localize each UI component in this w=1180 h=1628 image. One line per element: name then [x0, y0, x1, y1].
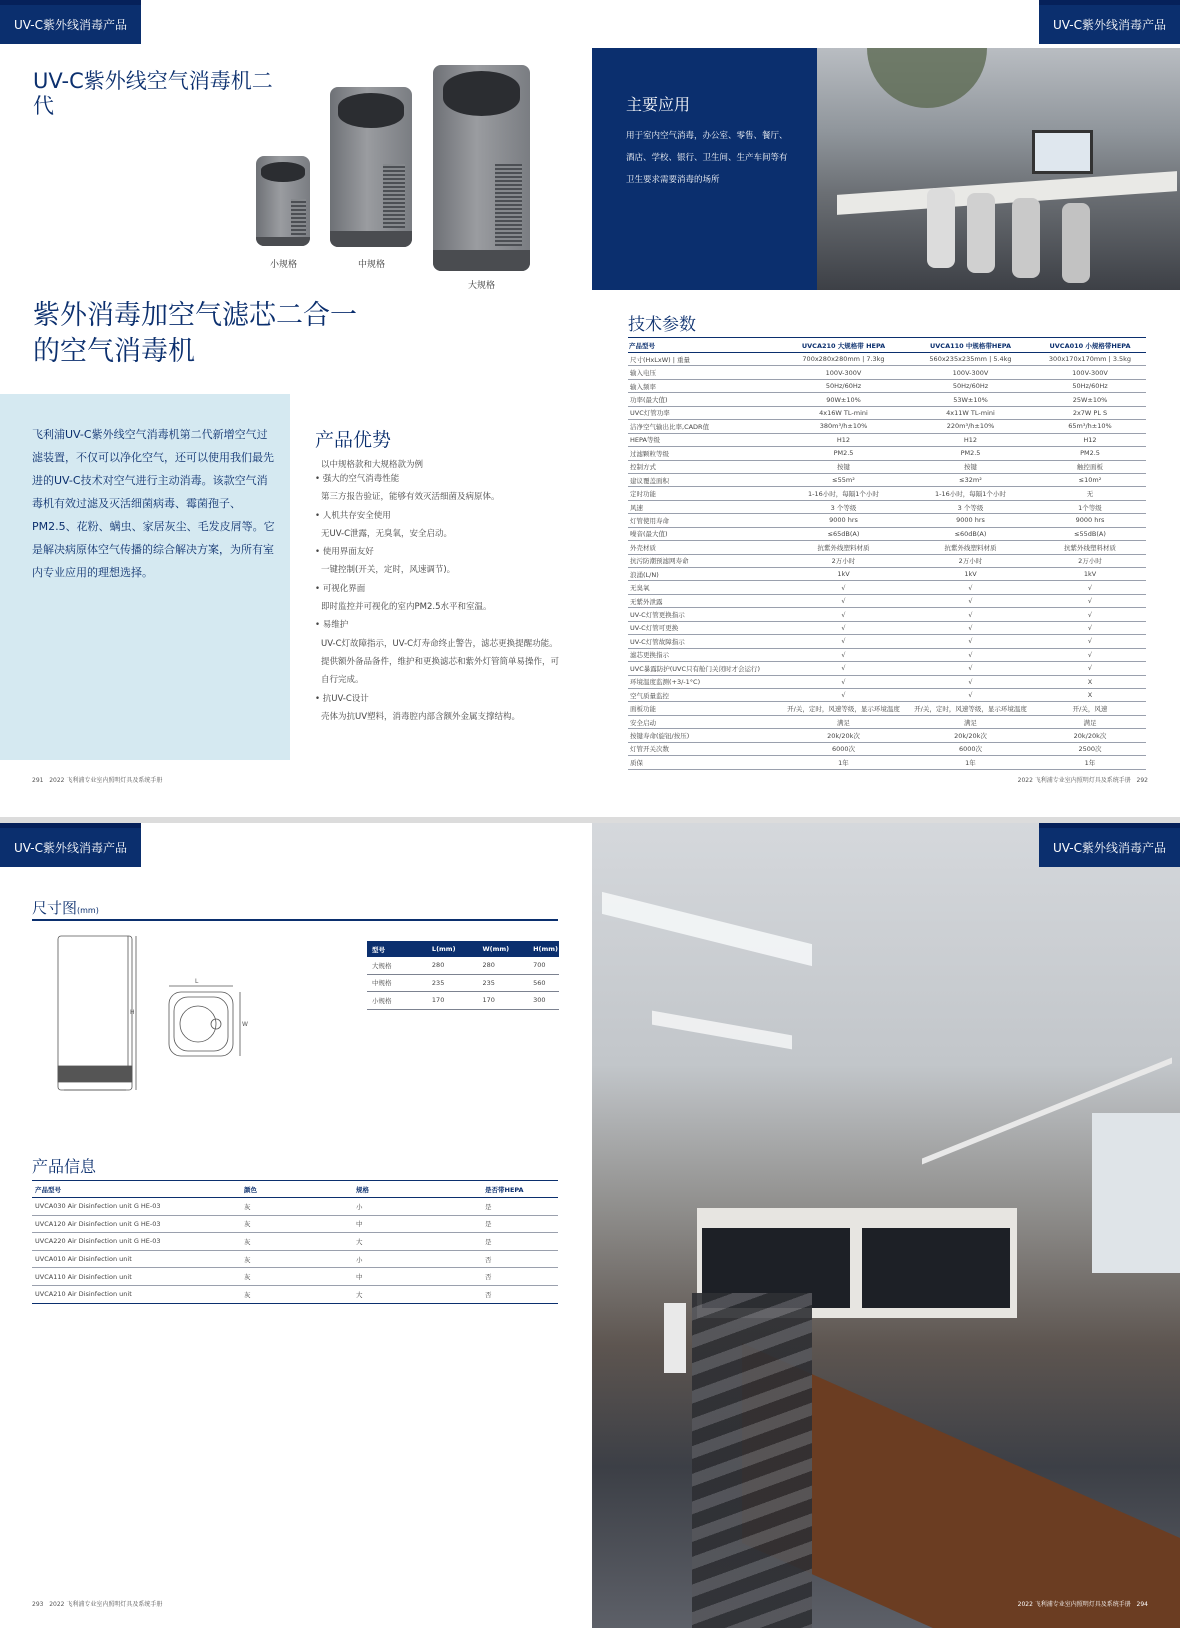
spec-cell: 定时功能	[628, 487, 780, 500]
page-number: 291	[32, 777, 44, 784]
spec-cell: √	[907, 635, 1034, 648]
spec-cell: 1年	[1034, 756, 1146, 769]
dim-label-l: L	[195, 978, 199, 985]
spec-cell: √	[780, 688, 907, 701]
dims-title	[32, 897, 99, 918]
spec-cell: 3 个等级	[907, 500, 1034, 513]
spec-cell: 1-16小时，每隔1个小时	[907, 487, 1034, 500]
spec-cell: 无臭氧	[628, 581, 780, 594]
spec-cell: 3 个等级	[780, 500, 907, 513]
spec-cell: 洁净空气输出比率,CADR值	[628, 420, 780, 433]
spec-row	[628, 756, 1146, 769]
info-cell: 灰	[241, 1285, 353, 1303]
spec-cell: √	[1034, 635, 1146, 648]
info-row	[32, 1233, 558, 1251]
spec-cell: ≤60dB(A)	[907, 527, 1034, 540]
spec-cell: UV-C灯管可更换	[628, 621, 780, 634]
spec-cell: 90W±10%	[780, 393, 907, 406]
info-cell: 是	[482, 1198, 558, 1216]
spec-cell: 9000 hrs	[780, 514, 907, 527]
spec-cell: UV-C灯管更换指示	[628, 608, 780, 621]
info-cell: UVCA010 Air Disinfection unit	[32, 1250, 241, 1268]
dims-table-body	[367, 957, 559, 1009]
advantage-item: • 使用界面友好 一键控制(开关，定时，风速调节)。	[315, 543, 565, 580]
spec-cell: 按键	[780, 460, 907, 473]
spec-row	[628, 487, 1146, 500]
info-cell: 灰	[241, 1233, 353, 1251]
info-cell: 灰	[241, 1268, 353, 1286]
spec-cell: √	[907, 621, 1034, 634]
spec-cell: 满足	[1034, 715, 1146, 728]
spec-cell: 300x170x170mm | 3.5kg	[1034, 353, 1146, 366]
spec-row	[628, 433, 1146, 446]
spec-cell: 功率(最大值)	[628, 393, 780, 406]
spec-cell: 无紫外泄露	[628, 594, 780, 607]
spec-cell: 2万小时	[1034, 554, 1146, 567]
info-cell: UVCA120 Air Disinfection unit G HE-03	[32, 1215, 241, 1233]
spec-cell: 20k/20k次	[780, 729, 907, 742]
dims-cell: 170	[477, 992, 528, 1010]
dims-cell: 170	[427, 992, 478, 1010]
spec-cell: 2万小时	[907, 554, 1034, 567]
spec-cell: √	[907, 608, 1034, 621]
info-cell: 否	[482, 1250, 558, 1268]
spec-cell: 380m³/h±10%	[780, 420, 907, 433]
page-294	[592, 823, 1180, 1628]
spec-row	[628, 366, 1146, 379]
info-cell: 大	[353, 1285, 482, 1303]
spec-row	[628, 608, 1146, 621]
spec-row	[628, 500, 1146, 513]
dim-label-w: W	[242, 1021, 248, 1028]
advantage-body: 一键控制(开关，定时，风速调节)。	[321, 565, 456, 576]
product-title: UV-C紫外线空气消毒机二代	[33, 69, 273, 118]
spec-cell: √	[780, 594, 907, 607]
advantage-head: 抗UV-C设计	[322, 693, 369, 704]
spec-cell: 开/关，定时，风速等级，显示环境温度	[780, 702, 907, 715]
advantage-body: UV-C灯故障指示，UV-C灯寿命终止警告，滤芯更换提醒功能。提供额外备品备件，维护和更换滤芯和紫外灯管简单易操作，可自行完成。	[321, 638, 560, 686]
footer-text: 2022 飞利浦专业室内照明灯具及系统手册	[1017, 1601, 1131, 1608]
spec-cell: √	[1034, 662, 1146, 675]
spec-cell: 安全启动	[628, 715, 780, 728]
dims-cell: 280	[427, 957, 478, 974]
spec-table	[628, 337, 1146, 770]
info-cell: 中	[353, 1268, 482, 1286]
info-row	[32, 1198, 558, 1216]
spec-cell: 2x7W PL S	[1034, 406, 1146, 419]
spec-cell: 1个等级	[1034, 500, 1146, 513]
spec-cell: 无	[1034, 487, 1146, 500]
spec-cell: 环境温度监测(+3/-1°C)	[628, 675, 780, 688]
info-cell: 灰	[241, 1250, 353, 1268]
spec-cell: 100V-300V	[1034, 366, 1146, 379]
spec-header: UVCA210 大规格带 HEPA	[780, 338, 907, 353]
dims-cell: 小规格	[367, 992, 427, 1010]
spec-row	[628, 702, 1146, 715]
spec-cell: √	[780, 662, 907, 675]
dims-header: 型号	[367, 941, 427, 957]
spec-cell: ≤10m²	[1034, 473, 1146, 486]
spec-cell: 9000 hrs	[907, 514, 1034, 527]
dims-cell: 大规格	[367, 957, 427, 974]
section-tag: UV-C紫外线消毒产品	[0, 823, 141, 867]
dims-cell: 235	[477, 974, 528, 992]
info-row	[32, 1250, 558, 1268]
spec-cell: √	[1034, 621, 1146, 634]
section-tag: UV-C紫外线消毒产品	[1039, 823, 1180, 867]
info-cell: 是	[482, 1215, 558, 1233]
spec-header: UVCA010 小规格带HEPA	[1034, 338, 1146, 353]
footer-text: 2022 飞利浦专业室内照明灯具及系统手册	[1017, 777, 1131, 784]
advantage-head: 使用界面友好	[322, 547, 374, 558]
dims-title-rule	[32, 919, 558, 921]
spec-cell: √	[1034, 594, 1146, 607]
spec-cell: X	[1034, 688, 1146, 701]
section-tag: UV-C紫外线消毒产品	[1039, 0, 1180, 44]
spec-cell: 建议覆盖面积	[628, 473, 780, 486]
advantage-head: 可视化界面	[322, 583, 366, 594]
info-cell: 灰	[241, 1198, 353, 1216]
spec-cell: 灯管使用寿命	[628, 514, 780, 527]
spec-cell: ≤55dB(A)	[1034, 527, 1146, 540]
spec-cell: 抗紫外线塑料材质	[907, 541, 1034, 554]
advantage-head: 易维护	[322, 620, 349, 631]
office-meeting-photo	[817, 48, 1180, 290]
spec-row	[628, 447, 1146, 460]
dimension-drawing	[50, 930, 250, 1100]
dims-cell: 300	[528, 992, 559, 1010]
advantage-item: • 人机共存安全使用 无UV-C泄露，无臭氧，安全启动。	[315, 507, 565, 544]
spec-cell: 控制方式	[628, 460, 780, 473]
advantage-body: 即时监控并可视化的室内PM2.5水平和室温。	[321, 602, 492, 613]
info-cell: 小	[353, 1250, 482, 1268]
page-291	[0, 0, 592, 817]
info-header: 规格	[353, 1181, 482, 1198]
top-view-outline	[169, 992, 233, 1056]
spec-cell: √	[907, 675, 1034, 688]
spec-cell: 6000次	[780, 742, 907, 755]
spec-row	[628, 594, 1146, 607]
spec-cell: 质保	[628, 756, 780, 769]
product-illustration	[250, 60, 570, 300]
spec-cell: 1kV	[1034, 568, 1146, 581]
info-header: 产品型号	[32, 1181, 241, 1198]
page-number: 293	[32, 1601, 44, 1608]
spec-row	[628, 688, 1146, 701]
info-cell: 大	[353, 1233, 482, 1251]
dims-cell: 560	[528, 974, 559, 992]
spec-cell: 1kV	[907, 568, 1034, 581]
spec-cell: UVC暴露防护(UVC只有舱门关闭时才会运行)	[628, 662, 780, 675]
spec-cell: 抗污防潮预滤网寿命	[628, 554, 780, 567]
dims-header-row	[367, 941, 559, 957]
spec-cell: 噪音(最大值)	[628, 527, 780, 540]
section-tag: UV-C紫外线消毒产品	[0, 0, 141, 44]
spec-cell: √	[780, 648, 907, 661]
spec-row	[628, 406, 1146, 419]
info-row	[32, 1268, 558, 1286]
dims-row	[367, 957, 559, 974]
advantage-head: 强大的空气消毒性能	[322, 474, 400, 484]
spec-row	[628, 541, 1146, 554]
page-292	[592, 0, 1180, 817]
spec-cell: 1-16小时，每隔1个小时	[780, 487, 907, 500]
spec-cell: 53W±10%	[907, 393, 1034, 406]
page-footer	[32, 775, 162, 784]
dims-table	[367, 941, 559, 1010]
advantage-item: • 易维护 UV-C灯故障指示，UV-C灯寿命终止警告，滤芯更换提醒功能。提供额外备品备件，维护和更换滤芯和紫外灯管简单易操作，可自行完成。	[315, 616, 565, 689]
spec-cell: H12	[907, 433, 1034, 446]
page-footer	[1018, 1599, 1148, 1608]
spec-cell: 开/关，定时，风速等级，显示环境温度	[907, 702, 1034, 715]
spec-row	[628, 662, 1146, 675]
advantage-head: 人机共存安全使用	[322, 510, 391, 521]
page-footer	[32, 1599, 162, 1608]
spec-header: 产品型号	[628, 338, 780, 353]
dims-header: L(mm)	[427, 941, 478, 957]
spec-cell: H12	[1034, 433, 1146, 446]
spec-cell: 触控面板	[1034, 460, 1146, 473]
application-text: 用于室内空气消毒，办公室、零售、餐厅、酒店、学校、银行、卫生间、生产车间等有卫生要求需要消毒的场所	[626, 131, 788, 185]
info-table	[32, 1180, 558, 1304]
info-cell: UVCA220 Air Disinfection unit G HE-03	[32, 1233, 241, 1251]
spec-header: UVCA110 中规格带HEPA	[907, 338, 1034, 353]
conference-room-photo	[592, 823, 1180, 1628]
spec-cell: 按键	[907, 460, 1034, 473]
spec-cell: √	[780, 608, 907, 621]
spec-cell: 1年	[907, 756, 1034, 769]
footer-text: 2022 飞利浦专业室内照明灯具及系统手册	[49, 1601, 163, 1608]
spec-row	[628, 473, 1146, 486]
spec-row	[628, 648, 1146, 661]
info-cell: 否	[482, 1268, 558, 1286]
spec-cell: ≤32m²	[907, 473, 1034, 486]
headline: 紫外消毒加空气滤芯二合一的空气消毒机	[33, 300, 357, 367]
medium-size-label: 中规格	[358, 260, 386, 270]
spec-cell: 灯管开关次数	[628, 742, 780, 755]
spec-cell: 1年	[780, 756, 907, 769]
large-unit-image	[433, 65, 530, 271]
info-row	[32, 1285, 558, 1303]
info-cell: UVCA210 Air Disinfection unit	[32, 1285, 241, 1303]
spec-cell: 满足	[907, 715, 1034, 728]
spec-cell: √	[1034, 608, 1146, 621]
spec-cell: 700x280x280mm | 7.3kg	[780, 353, 907, 366]
spec-row	[628, 568, 1146, 581]
spec-cell: 560x235x235mm | 5.4kg	[907, 353, 1034, 366]
spec-cell: 外壳材质	[628, 541, 780, 554]
spec-title: 技术参数	[628, 315, 696, 335]
page-number: 294	[1136, 1601, 1148, 1608]
spec-cell: 满足	[780, 715, 907, 728]
spec-cell: 220m³/h±10%	[907, 420, 1034, 433]
advantage-item: • 可视化界面 即时监控并可视化的室内PM2.5水平和室温。	[315, 580, 565, 617]
page-footer	[1018, 775, 1148, 784]
spec-cell: HEPA等级	[628, 433, 780, 446]
spec-cell: √	[780, 621, 907, 634]
small-unit-image	[256, 156, 310, 246]
info-cell: 否	[482, 1285, 558, 1303]
spec-cell: √	[1034, 648, 1146, 661]
spec-cell: 4x11W TL-mini	[907, 406, 1034, 419]
spec-cell: 50Hz/60Hz	[907, 379, 1034, 392]
spec-cell: 按键寿命(旋钮/按压)	[628, 729, 780, 742]
spec-cell: PM2.5	[907, 447, 1034, 460]
spec-cell: 20k/20k次	[1034, 729, 1146, 742]
spec-row	[628, 675, 1146, 688]
spec-header-row	[628, 338, 1146, 353]
info-cell: 小	[353, 1198, 482, 1216]
advantages-title: 产品优势	[315, 429, 392, 451]
spec-row	[628, 353, 1146, 366]
spec-row	[628, 514, 1146, 527]
advantages-note: 以中规格款和大规格款为例	[321, 460, 424, 470]
spec-cell: 25W±10%	[1034, 393, 1146, 406]
spec-cell: PM2.5	[1034, 447, 1146, 460]
spec-row	[628, 460, 1146, 473]
spec-cell: 过滤颗粒等级	[628, 447, 780, 460]
spec-cell: UV-C灯管故障指示	[628, 635, 780, 648]
spec-cell: X	[1034, 675, 1146, 688]
spec-cell: 面板功能	[628, 702, 780, 715]
dims-cell: 700	[528, 957, 559, 974]
dim-label-h: H	[130, 1009, 135, 1016]
spec-cell: 6000次	[907, 742, 1034, 755]
info-cell: 中	[353, 1215, 482, 1233]
spec-cell: 50Hz/60Hz	[1034, 379, 1146, 392]
spec-cell: ≤55m²	[780, 473, 907, 486]
large-size-label: 大规格	[468, 281, 496, 291]
info-table-body	[32, 1198, 558, 1304]
page-number: 292	[1136, 777, 1148, 784]
spec-cell: 2万小时	[780, 554, 907, 567]
spec-cell: √	[780, 581, 907, 594]
info-row	[32, 1215, 558, 1233]
spec-cell: 65m³/h±10%	[1034, 420, 1146, 433]
advantage-body: 第三方报告验证，能够有效灭活细菌及病原体。	[321, 492, 500, 503]
spec-row	[628, 742, 1146, 755]
spec-cell: 1kV	[780, 568, 907, 581]
advantage-body: 无UV-C泄露，无臭氧，安全启动。	[321, 528, 453, 539]
info-title: 产品信息	[32, 1157, 97, 1176]
application-title: 主要应用	[626, 95, 691, 114]
spec-row	[628, 527, 1146, 540]
small-size-label: 小规格	[270, 260, 298, 270]
dims-cell: 中规格	[367, 974, 427, 992]
spec-cell: 输入频率	[628, 379, 780, 392]
dims-unit: (mm)	[77, 906, 99, 915]
spec-row	[628, 635, 1146, 648]
spec-cell: 20k/20k次	[907, 729, 1034, 742]
dims-row	[367, 974, 559, 992]
info-cell: UVCA030 Air Disinfection unit G HE-03	[32, 1198, 241, 1216]
advantage-item: • 强大的空气消毒性能 第三方报告验证，能够有效灭活细菌及病原体。	[315, 470, 565, 507]
footer-text: 2022 飞利浦专业室内照明灯具及系统手册	[49, 777, 163, 784]
spec-cell: H12	[780, 433, 907, 446]
spec-cell: √	[907, 688, 1034, 701]
dims-row	[367, 992, 559, 1010]
spec-cell: 抗紫外线塑料材质	[780, 541, 907, 554]
info-cell: 灰	[241, 1215, 353, 1233]
spec-row	[628, 621, 1146, 634]
spec-cell: 空气质量监控	[628, 688, 780, 701]
spec-cell: 开/关，风速	[1034, 702, 1146, 715]
spec-cell: 抗紫外线塑料材质	[1034, 541, 1146, 554]
spec-row	[628, 581, 1146, 594]
spec-row	[628, 379, 1146, 392]
dims-title-text: 尺寸图	[32, 899, 78, 917]
spec-cell: √	[907, 648, 1034, 661]
advantages-list	[315, 470, 565, 726]
spec-cell: 4x16W TL-mini	[780, 406, 907, 419]
info-cell: UVCA110 Air Disinfection unit	[32, 1268, 241, 1286]
spec-row	[628, 554, 1146, 567]
spec-cell: 风速	[628, 500, 780, 513]
spec-row	[628, 729, 1146, 742]
spec-cell: √	[780, 675, 907, 688]
dims-cell: 235	[427, 974, 478, 992]
spec-cell: 尺寸(HxLxW) | 重量	[628, 353, 780, 366]
spec-cell: √	[1034, 581, 1146, 594]
dims-header: H(mm)	[528, 941, 559, 957]
advantage-body: 壳体为抗UV塑料，消毒腔内部含额外金属支撑结构。	[321, 711, 521, 722]
medium-unit-image	[330, 87, 412, 247]
spec-cell: 9000 hrs	[1034, 514, 1146, 527]
spec-table-body	[628, 353, 1146, 770]
dims-header: W(mm)	[477, 941, 528, 957]
spec-row	[628, 420, 1146, 433]
spec-cell: √	[907, 581, 1034, 594]
spec-cell: 2500次	[1034, 742, 1146, 755]
spec-cell: 100V-300V	[907, 366, 1034, 379]
spec-cell: 浪涌(L/N)	[628, 568, 780, 581]
info-cell: 是	[482, 1233, 558, 1251]
spec-cell: √	[907, 594, 1034, 607]
advantage-item: • 抗UV-C设计 壳体为抗UV塑料，消毒腔内部含额外金属支撑结构。	[315, 690, 565, 727]
spec-cell: √	[907, 662, 1034, 675]
spec-cell: 100V-300V	[780, 366, 907, 379]
spec-cell: PM2.5	[780, 447, 907, 460]
spec-cell: 50Hz/60Hz	[780, 379, 907, 392]
spec-cell: ≤65dB(A)	[780, 527, 907, 540]
side-view-base	[58, 1066, 132, 1082]
spec-row	[628, 393, 1146, 406]
spec-row	[628, 715, 1146, 728]
spec-cell: 滤芯更换指示	[628, 648, 780, 661]
info-header-row	[32, 1181, 558, 1198]
info-header: 颜色	[241, 1181, 353, 1198]
spec-cell: √	[780, 635, 907, 648]
info-header: 是否带HEPA	[482, 1181, 558, 1198]
intro-text: 飞利浦UV-C紫外线空气消毒机第二代新增空气过滤装置，不仅可以净化空气，还可以使用我们最先进的UV-C技术对空气进行主动消毒。该款空气消毒机有效过滤及灭活细菌病毒、霉菌孢子、PM2.5、花粉、螨虫、家居灰尘、毛发皮屑等。它是解决病原体空气传播的综合解决方案，为所有室内专业应用的理想选择。	[32, 428, 275, 579]
spec-cell: UVC灯管功率	[628, 406, 780, 419]
dims-cell: 280	[477, 957, 528, 974]
spec-cell: 输入电压	[628, 366, 780, 379]
